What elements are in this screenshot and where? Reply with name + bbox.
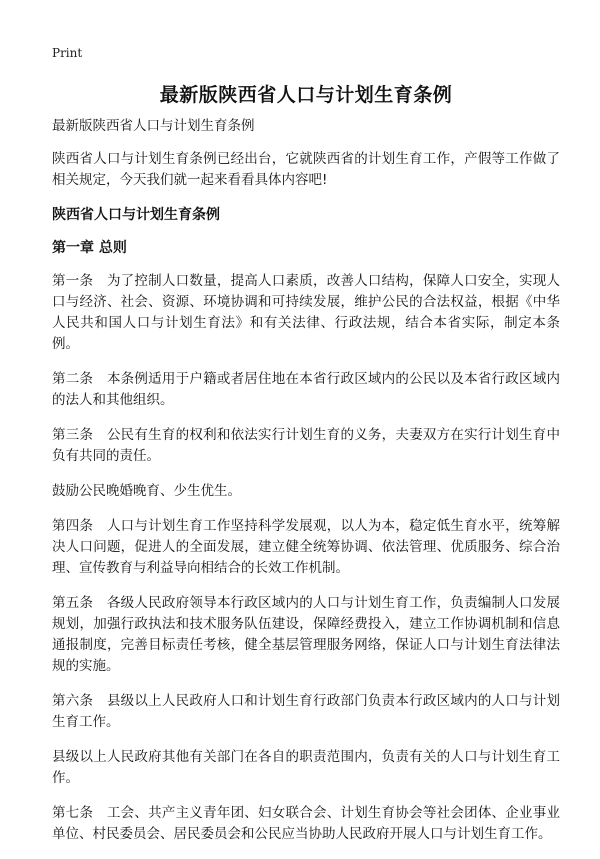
- article-1: 第一条 为了控制人口数量，提高人口素质，改善人口结构，保障人口安全，实现人口与经济、社会、资源、环境协调和可持续发展，维护公民的合法权益，根据《中华人民共和国人口与计划生育法》和有关法律、行政法规，结合本省实际，制定本条例。: [52, 273, 560, 352]
- article-5: 第五条 各级人民政府领导本行政区域内的人口与计划生育工作，负责编制人口发展规划，加强行政执法和技术服务队伍建设，保障经费投入，建立工作协调机制和信息通报制度，完善目标责任考核，健全基层管理服务网络，保证人口与计划生育法律法规的实施。: [52, 595, 560, 674]
- article-7: 第七条 工会、共产主义青年团、妇女联合会、计划生育协会等社会团体、企业事业单位、村民委员会、居民委员会和公民应当协助人民政府开展人口与计划生育工作。: [52, 805, 560, 842]
- print-link[interactable]: Print: [52, 46, 83, 60]
- article-2: 第二条 本条例适用于户籍或者居住地在本省行政区域内的公民以及本省行政区域内的法人和其他组织。: [52, 371, 560, 408]
- article-6-continued: 县级以上人民政府其他有关部门在各自的职责范围内，负责有关的人口与计划生育工作。: [52, 749, 560, 786]
- chapter-heading: 第一章 总则: [52, 240, 127, 256]
- article-4: 第四条 人口与计划生育工作坚持科学发展观，以人为本，稳定低生育水平，统筹解决人口问题，促进人的全面发展，建立健全统筹协调、依法管理、优质服务、综合治理、宣传教育与利益导向相结合的长效工作机制。: [52, 518, 560, 576]
- law-title: 陕西省人口与计划生育条例: [52, 207, 220, 223]
- article-6: 第六条 县级以上人民政府人口和计划生育行政部门负责本行政区域内的人口与计划生育工作。: [52, 693, 560, 730]
- document-title: 最新版陕西省人口与计划生育条例: [159, 84, 453, 106]
- document-body: [52, 116, 560, 859]
- article-3-continued: 鼓励公民晚婚晚育、少生优生。: [52, 483, 241, 499]
- article-3: 第三条 公民有生育的权利和依法实行计划生育的义务，夫妻双方在实行计划生育中负有共同的责任。: [52, 427, 560, 464]
- intro-paragraph: 陕西省人口与计划生育条例已经出台，它就陕西省的计划生育工作，产假等工作做了相关规定，今天我们就一起来看看具体内容吧!: [52, 151, 560, 188]
- subtitle-text: 最新版陕西省人口与计划生育条例: [52, 118, 255, 134]
